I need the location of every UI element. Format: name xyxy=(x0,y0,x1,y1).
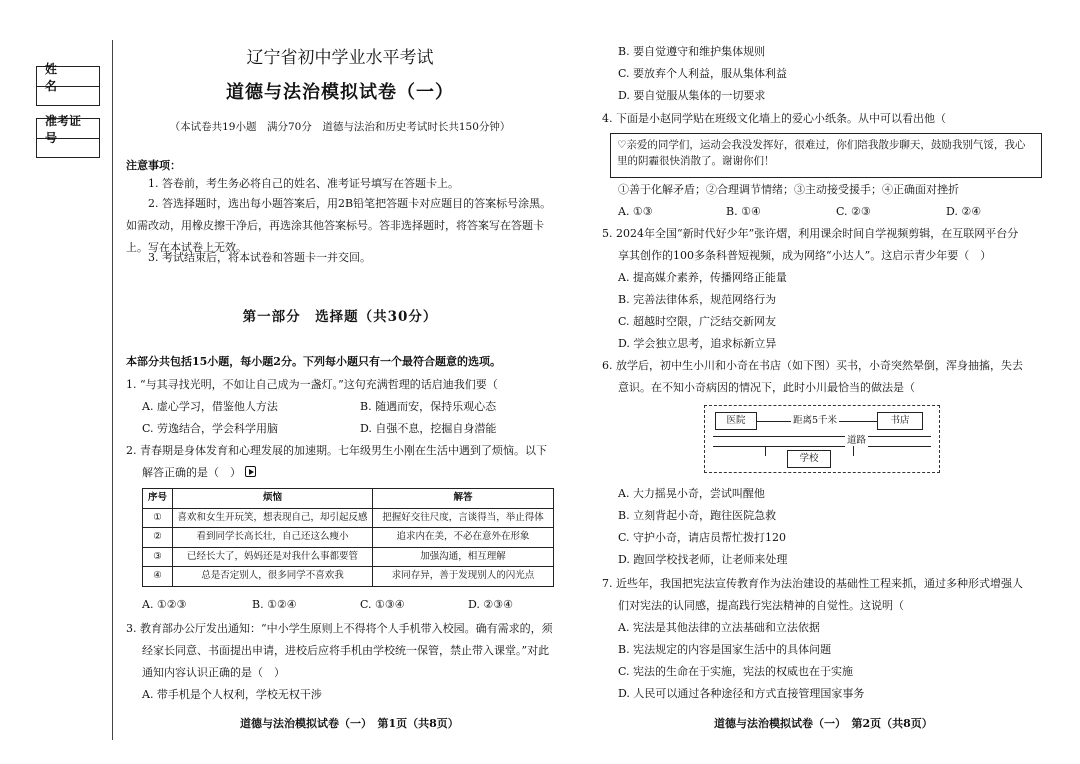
binding-sidebar xyxy=(0,0,116,764)
table-cell: ④ xyxy=(143,567,173,587)
table-cell: 追求内在美，不必在意外在形象 xyxy=(373,528,554,548)
table-row xyxy=(143,528,554,548)
page-1 xyxy=(120,0,560,764)
table-header: 烦恼 xyxy=(173,489,373,509)
table-cell: ② xyxy=(143,528,173,548)
q3-stem-line3: 通知内容认识正确的是（ ） xyxy=(142,666,285,679)
q1-option-b: B. 随遇而安，保持乐观心态 xyxy=(360,400,497,413)
school-box: 学校 xyxy=(787,450,831,468)
name-box xyxy=(36,61,100,106)
q2-option-d: D. ②③④ xyxy=(468,598,514,611)
distance-label: 距离5千米 xyxy=(793,415,838,426)
binding-line xyxy=(112,40,113,740)
notes-title: 注意事项： xyxy=(126,159,181,172)
q3-option-c: C. 要放弃个人利益，服从集体利益 xyxy=(618,67,788,80)
q2-option-a: A. ①②③ xyxy=(142,598,187,611)
page-2 xyxy=(596,0,1046,764)
q2-option-b: B. ①②④ xyxy=(252,598,297,611)
table-cell: 加强沟通，相互理解 xyxy=(373,547,554,567)
q5-option-d: D. 学会独立思考，追求标新立异 xyxy=(618,337,777,350)
bookstore-box: 书店 xyxy=(877,412,923,430)
q7-option-a: A. 宪法是其他法律的立法基础和立法依据 xyxy=(618,621,820,634)
table-cell: 喜欢和女生开玩笑，想表现自己，却引起反感 xyxy=(173,508,373,528)
table-cell: 已经长大了，妈妈还是对我什么事都要管 xyxy=(173,547,373,567)
road-label: 道路 xyxy=(847,435,867,446)
q3-option-d: D. 要自觉服从集体的一切要求 xyxy=(618,89,766,102)
name-label: 姓 名 xyxy=(37,67,99,87)
q5-option-b: B. 完善法律体系，规范网络行为 xyxy=(618,293,777,306)
q1-option-a: A. 虚心学习，借鉴他人方法 xyxy=(142,400,278,413)
q4-options-line: ①善于化解矛盾；②合理调节情绪；③主动接受援手；④正确面对挫折 xyxy=(618,183,959,196)
q3-stem-line1: 3. 教育部办公厅发出通知：“中小学生原则上不得将个人手机带入校园。确有需求的，须 xyxy=(126,622,553,635)
q6-option-d: D. 跑回学校找老师，让老师来处理 xyxy=(618,553,788,566)
school-path-left xyxy=(765,446,766,456)
paper-subtitle: （本试卷共19小题 满分70分 道德与法治和历史考试时长共150分钟） xyxy=(169,121,511,133)
road-line-top xyxy=(713,436,931,437)
note-2: 2. 答选择题时，选出每小题答案后，用2B铅笔把答题卡对应题目的答案标号涂黑。如需改动，用橡皮擦干净后，再选涂其他答案标号。答非选择题时，将答案写在答题卡上。写在本试卷上无效。 xyxy=(126,197,552,254)
q4-option-b: B. ①④ xyxy=(726,205,761,218)
table-cell: ① xyxy=(143,508,173,528)
exam-id-label: 准考证号 xyxy=(37,119,99,139)
hospital-box: 医院 xyxy=(715,412,757,430)
q6-option-c: C. 守护小奇，请店员帮忙拨打120 xyxy=(618,531,787,544)
q6-option-b: B. 立刻背起小奇，跑往医院急救 xyxy=(618,509,777,522)
q6-stem-line2: 意识。在不知小奇病因的情况下，此时小川最恰当的做法是（ xyxy=(618,381,915,394)
q1-option-d: D. 自强不息，挖掘自身潜能 xyxy=(360,422,497,435)
q7-option-d: D. 人民可以通过各种途径和方式直接管理国家事务 xyxy=(618,687,865,700)
q7-stem-line2: 们对宪法的认同感，提高践行宪法精神的自觉性。这说明（ xyxy=(618,599,904,612)
part-one-title: 第一部分 选择题（共30分） xyxy=(242,309,438,325)
q3-option-a: A. 带手机是个人权利，学校无权干涉 xyxy=(142,688,322,701)
q7-option-b: B. 宪法规定的内容是国家生活中的具体问题 xyxy=(618,643,832,656)
note-1: 1. 答卷前，考生务必将自己的姓名、准考证号填写在答题卡上。 xyxy=(148,177,459,190)
table-cell: 求同存异，善于发现别人的闪光点 xyxy=(373,567,554,587)
table-row xyxy=(143,567,554,587)
video-play-icon xyxy=(245,466,256,477)
q4-option-a: A. ①③ xyxy=(618,205,653,218)
table-header: 解答 xyxy=(373,489,554,509)
q7-stem-line1: 7. 近些年，我国把宪法宣传教育作为法治建设的基础性工程来抓，通过多种形式增强人 xyxy=(602,577,1023,590)
page-2-footer: 道德与法治模拟试卷（一） 第2页（共8页） xyxy=(714,717,933,730)
q2-table xyxy=(142,488,554,587)
q4-note-box: ♡亲爱的同学们，运动会我没发挥好，很难过，你们陪我散步聊天，鼓励我别气馁，我心里的阴霾很快消散了。谢谢你们！ xyxy=(610,133,1042,178)
q1-option-c: C. 劳逸结合，学会科学用脑 xyxy=(142,422,279,435)
q5-stem-line2: 享其创作的100多条科普短视频，成为网络“小达人”。这启示青少年要（ ） xyxy=(618,249,992,262)
q5-stem-line1: 5. 2024年全国“新时代好少年”张许熠，利用课余时间自学视频剪辑，在互联网平台分 xyxy=(602,227,1019,240)
road-line-bottom xyxy=(713,446,931,447)
paper-title: 道德与法治模拟试卷（一） xyxy=(226,82,454,103)
q4-option-c: C. ②③ xyxy=(836,205,871,218)
q1-stem: 1. “与其寻找光明，不如让自己成为一盏灯。”这句充满哲理的话启迪我们要（ xyxy=(126,378,498,391)
exam-title: 辽宁省初中学业水平考试 xyxy=(246,48,434,68)
q6-map-diagram xyxy=(704,405,940,473)
q2-option-c: C. ①③④ xyxy=(360,598,405,611)
table-row xyxy=(143,508,554,528)
q4-option-d: D. ②④ xyxy=(946,205,982,218)
q3-option-b: B. 要自觉遵守和维护集体规则 xyxy=(618,45,766,58)
q7-option-c: C. 宪法的生命在于实施，宪法的权威也在于实施 xyxy=(618,665,854,678)
q6-option-a: A. 大力摇晃小奇，尝试叫醒他 xyxy=(618,487,765,500)
page-1-footer: 道德与法治模拟试卷（一） 第1页（共8页） xyxy=(240,717,459,730)
q2-stem-line2: 解答正确的是（ ） xyxy=(142,465,256,481)
school-path-right xyxy=(853,446,854,456)
q3-stem-line2: 经家长同意、书面提出申请，进校后应将手机由学校统一保管，禁止带入课堂。”对此 xyxy=(142,644,550,657)
q2-stem-line1: 2. 青春期是身体发育和心理发展的加速期。七年级男生小刚在生活中遇到了烦恼。以下 xyxy=(126,444,547,457)
table-cell: 把握好交往尺度，言谈得当，举止得体 xyxy=(373,508,554,528)
table-cell: 看到同学长高长壮，自己还这么瘦小 xyxy=(173,528,373,548)
table-cell: 总是否定别人，很多同学不喜欢我 xyxy=(173,567,373,587)
q4-stem: 4. 下面是小赵同学贴在班级文化墙上的爱心小纸条。从中可以看出他（ xyxy=(602,112,946,125)
table-header: 序号 xyxy=(143,489,173,509)
q6-stem-line1: 6. 放学后，初中生小川和小奇在书店（如下图）买书，小奇突然晕倒，浑身抽搐，失去 xyxy=(602,359,1023,372)
table-header-row xyxy=(143,489,554,509)
part-instruction: 本部分共包括15小题，每小题2分。下列每小题只有一个最符合题意的选项。 xyxy=(126,355,501,368)
table-row xyxy=(143,547,554,567)
note-3: 3. 考试结束后，将本试卷和答题卡一并交回。 xyxy=(148,251,371,264)
exam-id-box xyxy=(36,113,100,158)
q5-option-a: A. 提高媒介素养，传播网络正能量 xyxy=(618,271,787,284)
table-cell: ③ xyxy=(143,547,173,567)
q5-option-c: C. 超越时空限，广泛结交新网友 xyxy=(618,315,777,328)
